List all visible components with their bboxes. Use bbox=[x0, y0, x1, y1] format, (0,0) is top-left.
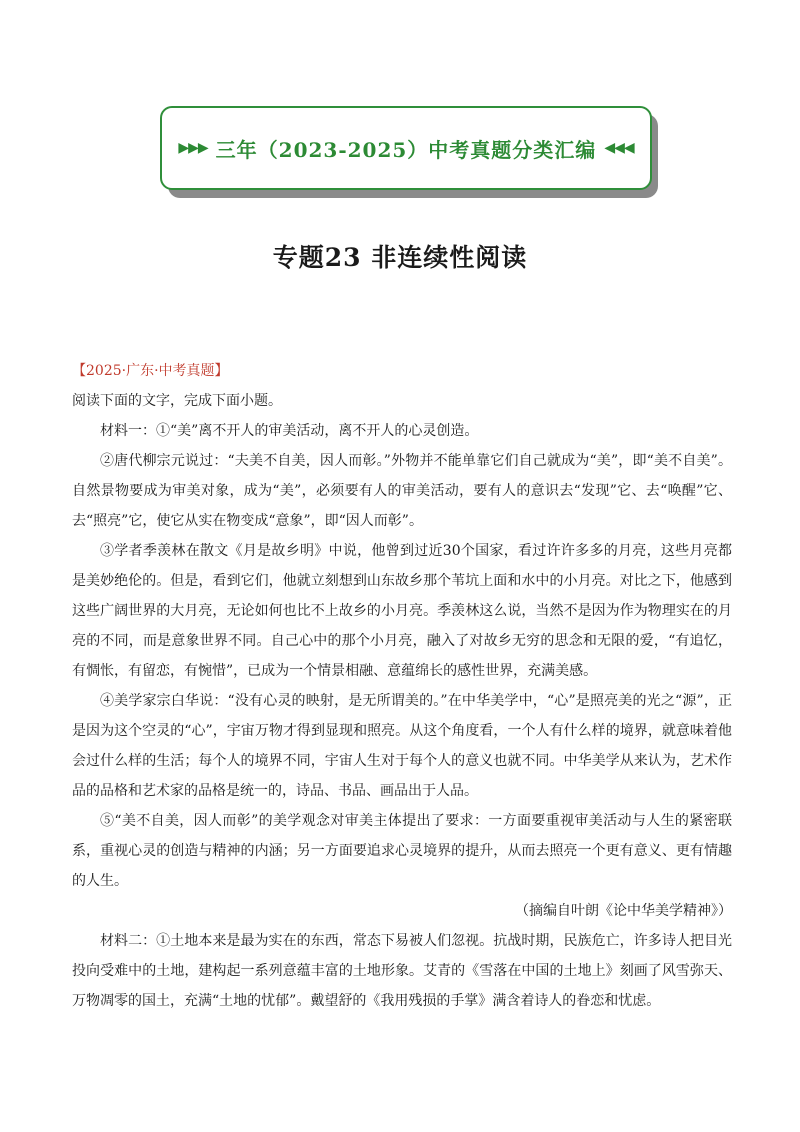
paragraph-2: ②唐代柳宗元说过：“夫美不自美，因人而彰。”外物并不能单靠它们自己就成为“美”，即“美不自美”。自然景物要成为审美对象，成为“美”，必须要有人的审美活动，要有人的意识去“发现”它、去“唤醒”它、去“照亮”它，使它从实在物变成“意象”，即“因人而彰”。 bbox=[72, 453, 732, 529]
source-tag: 【2025·广东·中考真题】 bbox=[72, 363, 229, 379]
citation: （摘编自叶朗《论中华美学精神》） bbox=[515, 903, 732, 919]
right-arrows-icon: ▶▶▶ bbox=[178, 140, 208, 156]
paragraph-4: ④美学家宗白华说：“没有心灵的映射，是无所谓美的。”在中华美学中，“心”是照亮美的光之“源”，正是因为这个空灵的“心”，宇宙万物才得到显现和照亮。从这个角度看，一个人有什么样的境界，就意味着他会过什么样的生活；每个人的境界不同，宇宙人生对于每个人的意义也就不同。中华美学从来认为，艺术作品的品格和艺术家的品格是统一的，诗品、书品、画品出于人品。 bbox=[72, 693, 732, 799]
banner-text: 三年（2023-2025）中考真题分类汇编 bbox=[215, 137, 597, 162]
intro-text: 阅读下面的文字，完成下面小题。 bbox=[72, 393, 282, 409]
material-two: 材料二：①土地本来是最为实在的东西，常态下易被人们忽视。抗战时期，民族危亡，许多诗人把目光投向受难中的土地，建构起一系列意蕴丰富的土地形象。艾青的《雪落在中国的土地上》刻画了风雪弥天、万物凋零的国土，充满“土地的忧郁”。戴望舒的《我用残损的手掌》满含着诗人的眷恋和忧虑。 bbox=[72, 933, 732, 1009]
paragraph-3: ③学者季羡林在散文《月是故乡明》中说，他曾到过近30个国家，看过许许多多的月亮，这些月亮都是美妙绝伦的。但是，看到它们，他就立刻想到山东故乡那个苇坑上面和水中的小月亮。对比之下，他感到这些广阔世界的大月亮，无论如何也比不上故乡的小月亮。季羡林这么说，当然不是因为作为物理实在的月亮的不同，而是意象世界不同。自己心中的那个小月亮，融入了对故乡无穷的思念和无限的爱，“有追忆，有惆怅，有留恋，有惋惜”，已成为一个情景相融、意蕴绵长的感性世界，充满美感。 bbox=[72, 543, 732, 679]
page-title: 专题23 非连续性阅读 bbox=[272, 243, 528, 272]
series-banner bbox=[160, 106, 652, 190]
document-body bbox=[72, 356, 732, 1016]
left-arrows-icon: ◀◀◀ bbox=[604, 140, 634, 156]
paragraph-1: 材料一：①“美”离不开人的审美活动，离不开人的心灵创造。 bbox=[100, 423, 479, 439]
paragraph-5: ⑤“美不自美，因人而彰”的美学观念对审美主体提出了要求：一方面要重视审美活动与人生的紧密联系，重视心灵的创造与精神的内涵；另一方面要追求心灵境界的提升，从而去照亮一个更有意义、更有情趣的人生。 bbox=[72, 813, 732, 889]
